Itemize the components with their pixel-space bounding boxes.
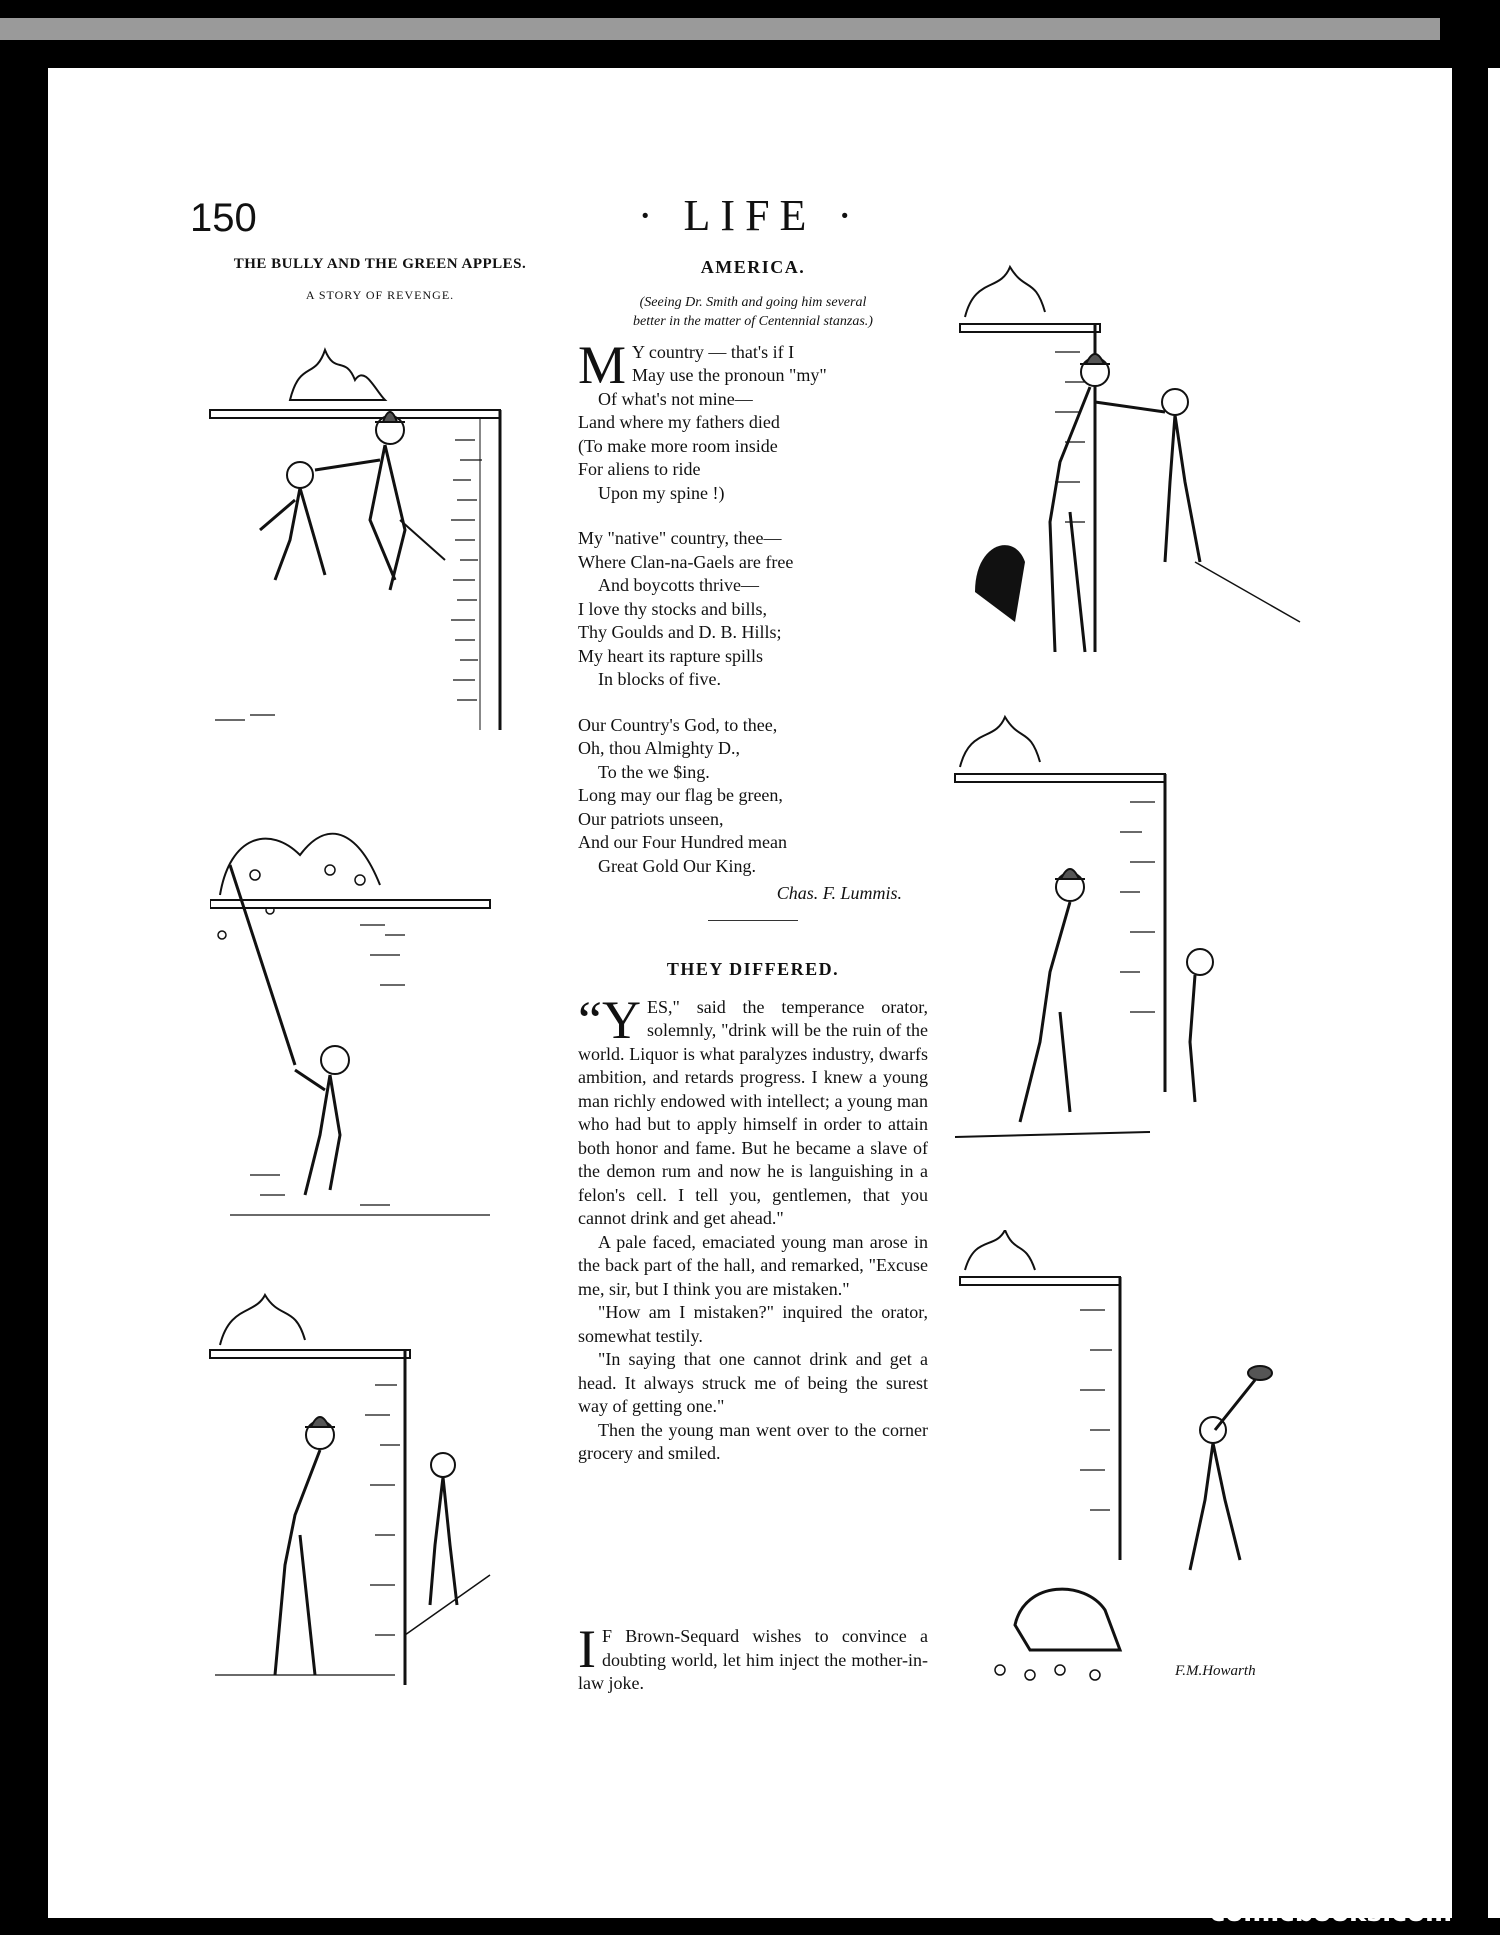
cartoon-subtitle: A STORY OF REVENGE. xyxy=(305,288,455,302)
story-they-differed xyxy=(578,958,928,1466)
poem-line: My heart its rapture spills xyxy=(578,645,763,666)
poem-subtitle-line-2: better in the matter of Centennial stanzas.) xyxy=(633,313,873,329)
poem-stanza-1 xyxy=(578,334,928,506)
poem-title: AMERICA. xyxy=(700,257,806,277)
poem-line: Y country — that's if I xyxy=(632,341,795,362)
story-paragraph: Then the young man went over to the corner grocery and smiled. xyxy=(578,1419,928,1463)
poem-line: Oh, thou Almighty D., xyxy=(578,738,741,758)
paragraph-brown-sequard xyxy=(578,1619,928,1696)
story-paragraph: "How am I mistaken?" inquired the orator, somewhat testily. xyxy=(578,1302,928,1346)
cartoon-panel-boy-knocks-apples xyxy=(210,815,500,1255)
poem-line: May use the pronoun "my" xyxy=(632,365,827,385)
poem-america xyxy=(578,256,928,921)
cartoon-panel-bully-eats-apples xyxy=(950,712,1300,1152)
watermark: comicbooks.com xyxy=(1210,1898,1453,1928)
poem-line: For aliens to ride xyxy=(578,459,701,479)
poem-line: I love thy stocks and bills, xyxy=(578,598,767,619)
cartoon-panel-boy-celebrates xyxy=(955,1230,1305,1710)
story-paragraph: “YES," said the temperance orator, solemnly, "drink will be the ruin of the world. Liquor is what paralyzes industry, dwarfs ambition, and retards progress. I knew a young man richly endowed with intellect; a young man who had but to apply himself in order to attain both honor and fame. But he became a slave of the demon rum and now he is languishing in a felon's cell. I tell you, gentlemen, that you cannot drink and get ahead." xyxy=(578,989,928,1228)
poem-line: And our Four Hundred mean xyxy=(578,832,787,852)
section-divider xyxy=(708,920,798,921)
poem-line: To the we $ing. xyxy=(598,761,710,782)
page-number: 150 xyxy=(190,196,257,240)
poem-subtitle-line-1: (Seeing Dr. Smith and going him several xyxy=(639,294,867,310)
poem-line: In blocks of five. xyxy=(598,669,721,689)
artist-signature: F.M.Howarth xyxy=(1175,1663,1256,1679)
poem-line: Land where my fathers died xyxy=(578,412,780,432)
poem-line: Our patriots unseen, xyxy=(578,808,724,829)
drop-cap: M xyxy=(578,334,627,395)
poem-stanza-3 xyxy=(578,714,928,879)
cartoon-title: THE BULLY AND THE GREEN APPLES. xyxy=(233,256,527,272)
drop-cap: I xyxy=(578,1619,596,1679)
scan-right-border xyxy=(1440,68,1500,1918)
poem-line: Long may our flag be green, xyxy=(578,785,783,805)
poem-line: (To make more room inside xyxy=(578,435,778,456)
drop-cap: “Y xyxy=(578,989,641,1050)
poem-line: Of what's not mine— xyxy=(598,388,753,409)
poem-line: Upon my spine !) xyxy=(598,482,725,503)
poem-line: Thy Goulds and D. B. Hills; xyxy=(578,622,782,642)
poem-stanza-2 xyxy=(578,527,928,692)
poem-line: My "native" country, thee— xyxy=(578,528,782,548)
poem-line: And boycotts thrive— xyxy=(598,575,759,595)
poem-line: Where Clan-na-Gaels are free xyxy=(578,551,794,572)
cartoon-panel-bully-grabs-boy xyxy=(205,320,505,760)
cartoon-panel-bully-takes-apples xyxy=(955,262,1305,682)
poem-signature: Chas. F. Lummis. xyxy=(776,883,902,903)
poem-line: Our Country's God, to thee, xyxy=(578,714,778,735)
cartoon-panel-bully-approaches-boy xyxy=(205,1285,495,1705)
scan-top-border xyxy=(0,0,1500,60)
story-paragraph: I F Brown-Sequard wishes to convince a doubting world, let him inject the mother-in-law joke. xyxy=(578,1619,928,1693)
story-paragraph: A pale faced, emaciated young man arose in the back part of the hall, and remarked, "Excuse me, sir, but I think you are mistaken." xyxy=(578,1231,928,1299)
story-paragraph: "In saying that one cannot drink and get a head. It always struck me of being the surest way of getting one." xyxy=(578,1349,928,1416)
scan-bottom-border xyxy=(0,1925,1500,1956)
masthead-title: · LIFE · xyxy=(637,191,863,240)
poem-line: Great Gold Our King. xyxy=(598,855,756,876)
story-title: THEY DIFFERED. xyxy=(666,959,840,979)
